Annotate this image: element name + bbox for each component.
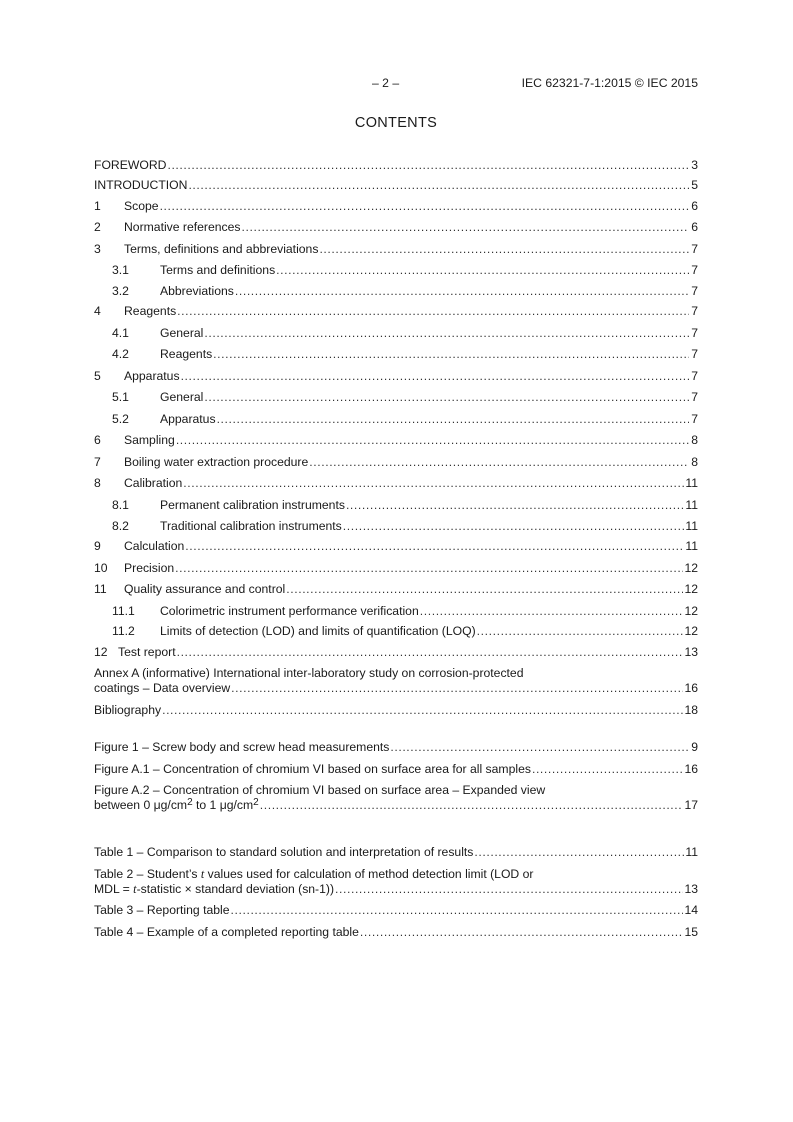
leader-dots — [286, 582, 683, 597]
leader-dots — [177, 645, 684, 660]
toc-entry-1[interactable]: 1 Scope ..... 6 — [94, 199, 698, 214]
leader-dots — [204, 390, 689, 405]
table-entry-1[interactable]: Table 1 – Comparison to standard solution and interpretation of results ..... 11 — [94, 845, 698, 860]
table-entry-3[interactable]: Table 3 – Reporting table ..... 14 — [94, 903, 698, 918]
leader-dots — [231, 903, 684, 918]
toc-entry-6[interactable]: 6 Sampling ..... 8 — [94, 433, 698, 448]
figure-entry-a1[interactable]: Figure A.1 – Concentration of chromium VI based on surface area for all samples ..... 16 — [94, 762, 698, 777]
leader-dots — [390, 740, 689, 755]
toc-entry-10[interactable]: 10 Precision ..... 12 — [94, 561, 698, 576]
toc-entry-11-1[interactable]: 11.1 Colorimetric instrument performance verification ..... 12 — [94, 604, 698, 619]
leader-dots — [477, 624, 684, 639]
list-of-tables — [94, 845, 698, 940]
leader-dots — [188, 178, 689, 193]
toc-entry-4-1[interactable]: 4.1 General ..... 7 — [94, 326, 698, 341]
leader-dots — [204, 326, 689, 341]
leader-dots — [175, 561, 683, 576]
leader-dots — [213, 347, 689, 362]
leader-dots — [231, 681, 683, 696]
leader-dots — [177, 304, 689, 319]
toc-entry-11[interactable]: 11 Quality assurance and control ..... 12 — [94, 582, 698, 597]
toc-entry-3-1[interactable]: 3.1 Terms and definitions ..... 7 — [94, 263, 698, 278]
leader-dots — [343, 519, 685, 534]
page-header — [94, 76, 698, 92]
toc-entry-3-2[interactable]: 3.2 Abbreviations ..... 7 — [94, 284, 698, 299]
leader-dots — [185, 539, 684, 554]
leader-dots — [360, 925, 684, 940]
toc-entry-5-1[interactable]: 5.1 General ..... 7 — [94, 390, 698, 405]
toc-entry-9[interactable]: 9 Calculation ..... 11 — [94, 539, 698, 554]
table-entry-4[interactable]: Table 4 – Example of a completed reporting table ..... 15 — [94, 925, 698, 940]
toc-entry-8-1[interactable]: 8.1 Permanent calibration instruments ..... 11 — [94, 498, 698, 513]
toc-entry-5-2[interactable]: 5.2 Apparatus ..... 7 — [94, 412, 698, 427]
leader-dots — [176, 433, 689, 448]
toc-entry-introduction[interactable]: INTRODUCTION ..... 5 — [94, 178, 698, 193]
leader-dots — [160, 199, 689, 214]
leader-dots — [309, 455, 689, 470]
leader-dots — [276, 263, 689, 278]
table-of-contents — [94, 158, 698, 718]
toc-entry-7[interactable]: 7 Boiling water extraction procedure ..... 8 — [94, 455, 698, 470]
leader-dots — [181, 369, 689, 384]
leader-dots — [346, 498, 684, 513]
leader-dots — [420, 604, 684, 619]
toc-entry-2[interactable]: 2 Normative references ..... 6 — [94, 220, 698, 235]
figure-entry-a2[interactable]: Figure A.2 – Concentration of chromium VI based on surface area – Expanded view between 0 $\mu g/cm^2$ to 1 $\mu g/cm^2$ ..... 17 — [94, 783, 698, 813]
toc-entry-8[interactable]: 8 Calibration ..... 11 — [94, 476, 698, 491]
toc-entry-12[interactable]: 12 Test report ..... 13 — [94, 645, 698, 660]
list-of-figures — [94, 740, 698, 820]
leader-dots — [242, 220, 689, 235]
toc-entry-bibliography[interactable]: Bibliography ..... 18 — [94, 703, 698, 718]
toc-entry-11-2[interactable]: 11.2 Limits of detection (LOD) and limits of quantification (LOQ) ..... 12 — [94, 624, 698, 639]
contents-title: CONTENTS — [354, 115, 438, 131]
leader-dots — [167, 158, 689, 173]
leader-dots — [260, 798, 684, 813]
toc-entry-4[interactable]: 4 Reagents ..... 7 — [94, 304, 698, 319]
leader-dots — [183, 476, 684, 491]
toc-entry-5[interactable]: 5 Apparatus ..... 7 — [94, 369, 698, 384]
toc-entry-4-2[interactable]: 4.2 Reagents ..... 7 — [94, 347, 698, 362]
leader-dots — [217, 412, 689, 427]
toc-entry-annex-a[interactable]: Annex A (informative) International inter-laboratory study on corrosion-protected coatings – Data overview ..... 16 — [94, 666, 698, 696]
leader-dots — [319, 242, 689, 257]
leader-dots — [532, 762, 683, 777]
toc-entry-8-2[interactable]: 8.2 Traditional calibration instruments ..... 11 — [94, 519, 698, 534]
standard-reference: IEC 62321-7-1:2015 © IEC 2015 — [521, 76, 698, 90]
leader-dots — [335, 882, 683, 897]
leader-dots — [162, 703, 683, 718]
leader-dots — [235, 284, 689, 299]
leader-dots — [474, 845, 684, 860]
page-number: – 2 – — [372, 76, 400, 90]
toc-entry-3[interactable]: 3 Terms, definitions and abbreviations ..... 7 — [94, 242, 698, 257]
figure-entry-1[interactable]: Figure 1 – Screw body and screw head measurements ..... 9 — [94, 740, 698, 755]
table-entry-2[interactable]: Table 2 – Student’s t values used for calculation of method detection limit (LOD or MDL = t-statistic × standard deviation (sn-1)) ..... 13 — [94, 867, 698, 897]
toc-entry-foreword[interactable]: FOREWORD ..... 3 — [94, 158, 698, 173]
